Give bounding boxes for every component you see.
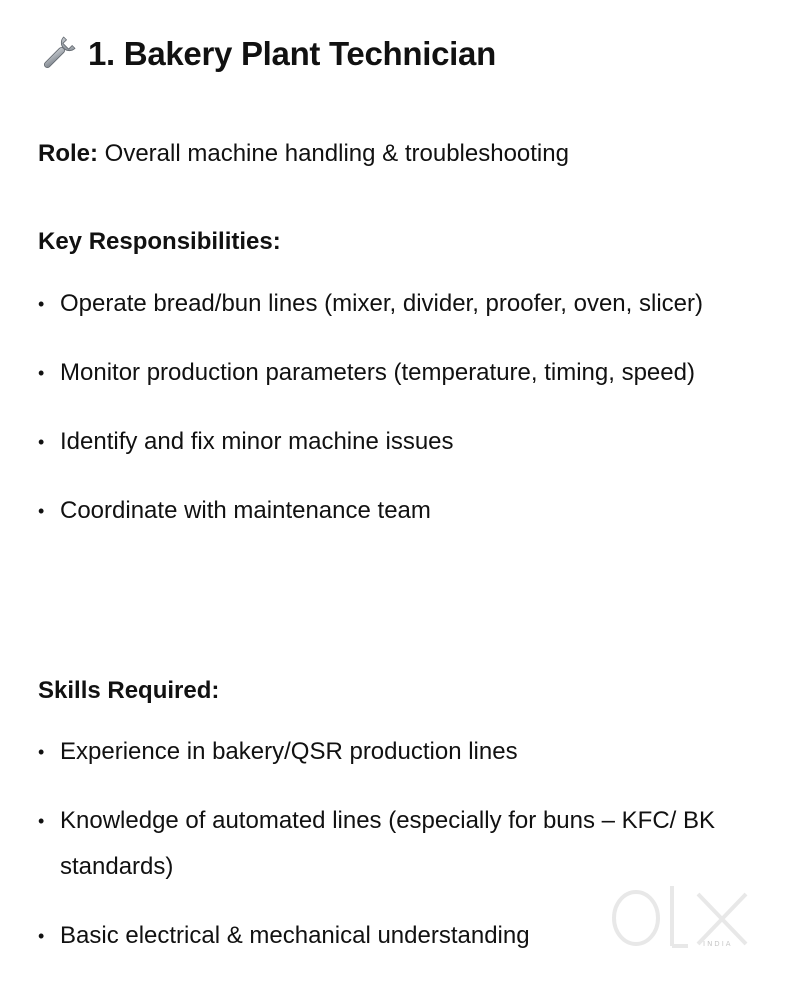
page-title (38, 34, 496, 74)
bullet-icon: • (38, 363, 45, 383)
list-item: • Operate bread/bun lines (mixer, divider, proofer, oven, slicer) (38, 281, 728, 327)
title-text: 1. Bakery Plant Technician (88, 35, 496, 72)
responsibilities-list (38, 281, 728, 534)
list-item: • Coordinate with maintenance team (38, 488, 728, 534)
bullet-icon: • (38, 432, 45, 452)
list-item: • Experience in bakery/QSR production lines (38, 729, 728, 775)
role-line (38, 140, 569, 168)
list-item: • Identify and fix minor machine issues (38, 419, 728, 465)
bullet-icon: • (38, 926, 45, 946)
list-item: • Knowledge of automated lines (especially for buns – KFC/ BK standards) (38, 798, 728, 890)
skills-heading: Skills Required: (38, 677, 220, 704)
olx-logo (606, 876, 756, 956)
bullet-icon: • (38, 811, 45, 831)
list-item: • Basic electrical & mechanical understanding (38, 913, 728, 959)
bullet-icon: • (38, 501, 45, 521)
role-label: Role: (38, 140, 98, 167)
responsibilities-heading: Key Responsibilities: (38, 228, 281, 255)
role-text: Overall machine handling & troubleshooting (98, 140, 569, 167)
bullet-icon: • (38, 742, 45, 762)
wrench-icon (38, 34, 78, 74)
bullet-icon: • (38, 294, 45, 314)
list-item: • Monitor production parameters (temperature, timing, speed) (38, 350, 728, 396)
watermark-sub: INDIA (703, 940, 733, 948)
